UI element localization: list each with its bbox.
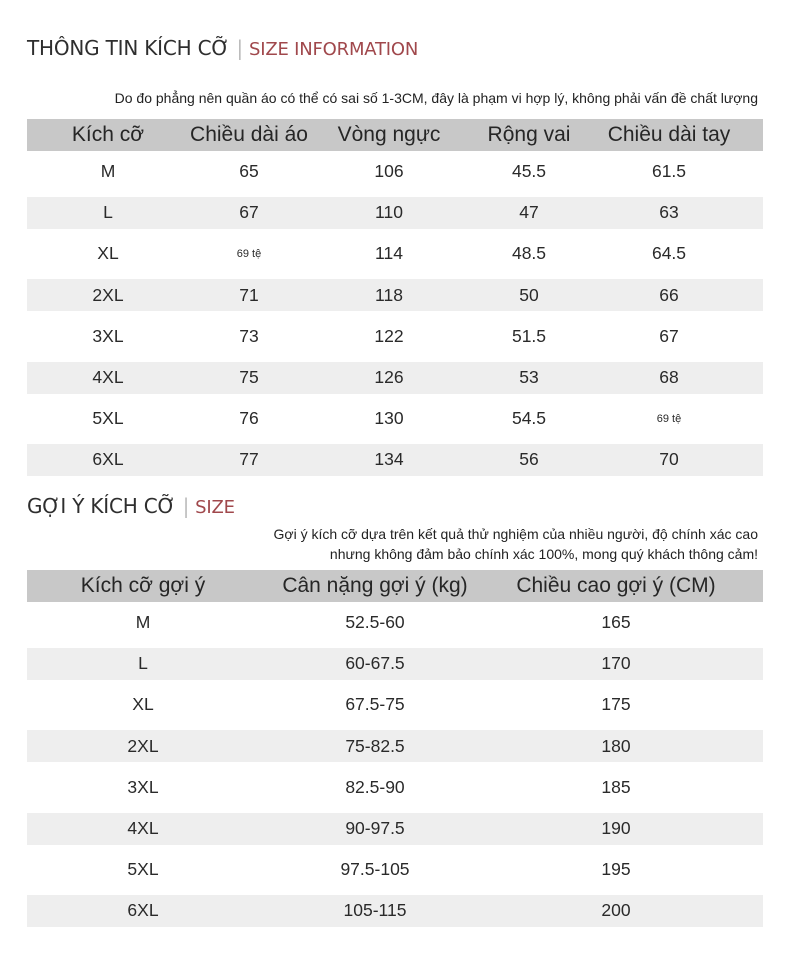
table-cell: 54.5 xyxy=(511,408,547,429)
table-cell: L xyxy=(138,653,148,674)
suggestion-note xyxy=(274,524,758,564)
column-header: Chiều cao gợi ý (CM) xyxy=(516,574,716,597)
table-cell: XL xyxy=(97,243,119,264)
table-cell: 105-115 xyxy=(343,900,407,921)
table-cell: 2XL xyxy=(127,735,159,756)
table-cell: 114 xyxy=(375,243,403,264)
column-header: Vòng ngực xyxy=(337,123,441,146)
table-cell: 56 xyxy=(519,449,539,470)
table-cell: M xyxy=(100,161,116,182)
table-cell: 118 xyxy=(375,284,403,305)
table-cell: 68 xyxy=(659,367,679,388)
size-suggest-heading xyxy=(27,494,235,518)
table-cell: 5XL xyxy=(127,859,159,880)
table-cell: 190 xyxy=(601,818,631,839)
table-row xyxy=(27,197,763,229)
table-cell: 195 xyxy=(601,859,631,880)
table-cell: 3XL xyxy=(92,325,124,346)
table-cell: 52.5-60 xyxy=(345,612,405,633)
table-cell: 48.5 xyxy=(511,243,547,264)
size-suggest-title: GỢI Ý KÍCH CỠ xyxy=(27,494,176,518)
table-cell: 2XL xyxy=(92,284,124,305)
size-suggest-subtitle: SIZE xyxy=(195,497,235,518)
table-cell: 110 xyxy=(375,202,403,223)
table-cell: 82.5-90 xyxy=(345,776,405,797)
size-info-title: THÔNG TIN KÍCH CỠ xyxy=(27,36,230,60)
size-suggest-table xyxy=(27,570,763,932)
table-cell: 77 xyxy=(239,449,259,470)
table-cell: L xyxy=(103,202,113,223)
table-cell: 69 tệ xyxy=(236,247,262,260)
table-cell: 126 xyxy=(374,367,404,388)
table-cell: 63 xyxy=(659,202,679,223)
table-cell: 90-97.5 xyxy=(345,818,405,839)
table-cell: 6XL xyxy=(92,449,124,470)
table-cell: 122 xyxy=(374,325,404,346)
column-header: Chiều dài áo xyxy=(190,123,308,146)
table-row xyxy=(27,684,763,725)
table-row xyxy=(27,895,763,927)
table-cell: 170 xyxy=(601,653,631,674)
suggestion-note-line1: Gợi ý kích cỡ dựa trên kết quả thử nghiệm của nhiều người, độ chính xác cao xyxy=(273,526,758,542)
table-cell: 106 xyxy=(374,161,404,182)
table-cell: 70 xyxy=(659,449,679,470)
table-cell: 3XL xyxy=(127,776,159,797)
table-cell: 60-67.5 xyxy=(345,653,405,674)
table-cell: 45.5 xyxy=(511,161,547,182)
table-cell: M xyxy=(135,612,151,633)
table-cell: 130 xyxy=(374,408,404,429)
table-cell: 4XL xyxy=(92,367,124,388)
table-cell: 69 tệ xyxy=(656,412,682,425)
size-info-subtitle: SIZE INFORMATION xyxy=(249,39,419,60)
table-cell: 75 xyxy=(239,367,259,388)
column-header: Rộng vai xyxy=(487,123,571,146)
table-cell: 53 xyxy=(519,367,539,388)
table-cell: 175 xyxy=(601,694,631,715)
table-row xyxy=(27,730,763,762)
table-cell: 185 xyxy=(601,776,631,797)
table-row xyxy=(27,602,763,643)
table-row xyxy=(27,316,763,357)
table-row xyxy=(27,767,763,808)
table-cell: 64.5 xyxy=(651,243,687,264)
table-cell: 67 xyxy=(239,202,259,223)
table-cell: XL xyxy=(132,694,154,715)
column-header: Kích cỡ gợi ý xyxy=(80,574,206,597)
column-header: Cân nặng gợi ý (kg) xyxy=(282,574,468,597)
table-cell: 50 xyxy=(519,284,539,305)
size-info-heading xyxy=(27,36,418,60)
table-row xyxy=(27,444,763,476)
table-cell: 6XL xyxy=(127,900,159,921)
column-header: Chiều dài tay xyxy=(607,123,731,146)
table-cell: 65 xyxy=(239,161,259,182)
size-info-table xyxy=(27,119,763,481)
table-row xyxy=(27,233,763,274)
table-row xyxy=(27,279,763,311)
table-cell: 67 xyxy=(659,325,679,346)
table-row xyxy=(27,813,763,845)
table-cell: 51.5 xyxy=(511,325,547,346)
table-cell: 67.5-75 xyxy=(345,694,405,715)
table-cell: 76 xyxy=(239,408,259,429)
table-cell: 165 xyxy=(601,612,631,633)
table-cell: 61.5 xyxy=(651,161,687,182)
table-cell: 47 xyxy=(519,202,539,223)
table-cell: 97.5-105 xyxy=(340,859,410,880)
table-header-row xyxy=(27,119,763,151)
heading-separator: | xyxy=(236,36,243,60)
table-cell: 71 xyxy=(239,284,259,305)
table-row xyxy=(27,648,763,680)
table-cell: 5XL xyxy=(92,408,124,429)
table-row xyxy=(27,151,763,192)
table-cell: 134 xyxy=(374,449,404,470)
table-cell: 200 xyxy=(601,900,631,921)
suggestion-note-line2: nhưng không đảm bảo chính xác 100%, mong quý khách thông cảm! xyxy=(329,546,758,562)
table-row xyxy=(27,398,763,439)
table-cell: 66 xyxy=(659,284,679,305)
table-cell: 73 xyxy=(239,325,259,346)
table-cell: 75-82.5 xyxy=(345,735,405,756)
table-row xyxy=(27,362,763,394)
heading-separator: | xyxy=(182,494,190,518)
column-header: Kích cỡ xyxy=(71,123,145,146)
table-header-row xyxy=(27,570,763,602)
table-row xyxy=(27,849,763,890)
table-cell: 4XL xyxy=(127,818,159,839)
measurement-note: Do đo phẳng nên quần áo có thể có sai số 1-3CM, đây là phạm vi hợp lý, không phải vấn đề chất lượng xyxy=(114,90,758,106)
table-cell: 180 xyxy=(601,735,631,756)
